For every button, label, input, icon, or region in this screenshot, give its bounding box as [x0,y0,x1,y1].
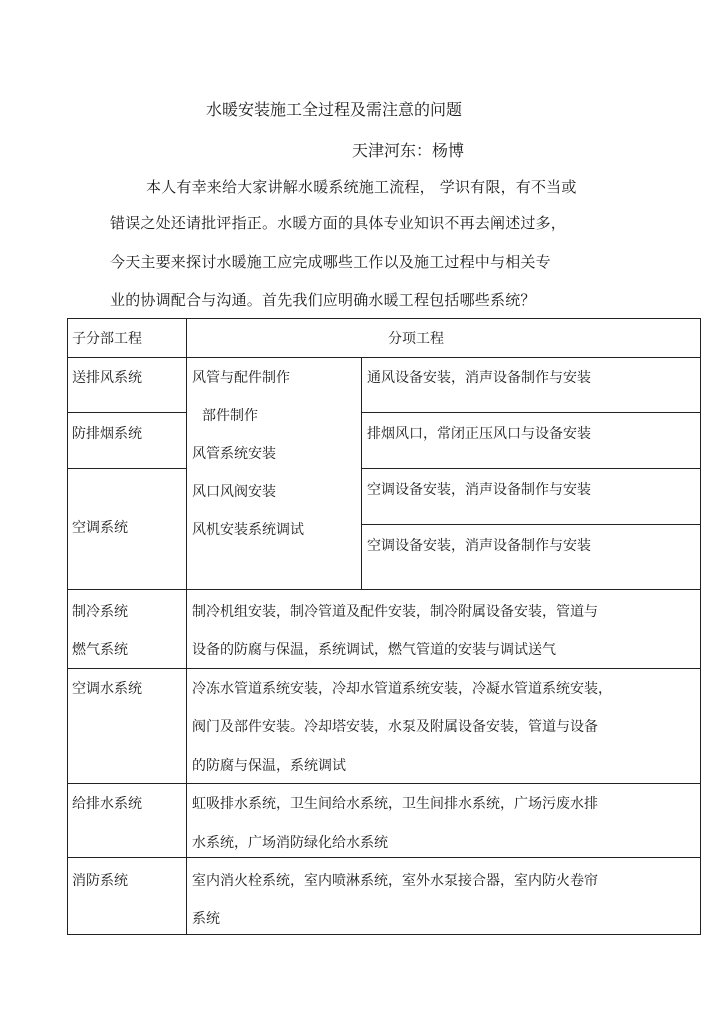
table-rule [67,783,701,784]
system-name: 消防系统 [72,873,128,889]
table-rule [67,857,701,858]
item-line: 虹吸排水系统，卫生间给水系统，卫生间排水系统，广场污废水排 [192,796,598,812]
table-rule [361,412,701,413]
document-title: 水暖安装施工全过程及需注意的问题 [206,100,463,119]
system-name: 防排烟系统 [72,426,142,442]
table-rule [67,468,187,469]
table-rule [67,412,187,413]
intro-line-4: 业的协调配合与沟通。首先我们应明确水暖工程包括哪些系统？ [110,291,536,309]
table-rule [186,318,187,935]
common-item: 风口风阀安装 [192,484,276,500]
item-line: 阀门及部件安装。冷却塔安装，水泵及附属设备安装，管道与设备 [192,719,598,735]
system-name: 给排水系统 [72,796,142,812]
table-rule [67,934,701,935]
author-line: 天津河东：杨博 [352,141,465,160]
intro-line-1: 本人有幸来给大家讲解水暖系统施工流程， 学识有限，有不当或 [146,178,577,196]
table-rule [67,589,701,590]
intro-line-3: 今天主要来探讨水暖施工应完成哪些工作以及施工过程中与相关专 [110,253,551,271]
item-line: 水系统，广场消防绿化给水系统 [192,835,388,851]
item-line: 室内消火栓系统，室内喷淋系统，室外水泵接合器，室内防火卷帘 [192,873,598,889]
system-name: 空调水系统 [72,681,142,697]
table-rule [361,468,701,469]
common-item: 风机安装系统调试 [192,522,304,538]
item-line: 系统 [192,911,220,927]
common-item: 风管系统安装 [192,446,276,462]
table-rule [361,524,701,525]
item-line: 制冷机组安装，制冷管道及配件安装，制冷附属设备安装，管道与 [192,604,598,620]
table-rule [67,357,701,358]
system-name: 空调系统 [72,520,128,536]
specific-item: 空调设备安装，消声设备制作与安装 [367,538,591,554]
system-name: 送排风系统 [72,370,142,386]
specific-item: 空调设备安装，消声设备制作与安装 [367,482,591,498]
table-rule [700,318,701,935]
system-name: 制冷系统 [72,604,128,620]
item-line: 设备的防腐与保温，系统调试，燃气管道的安装与调试送气 [192,642,556,658]
table-rule [67,668,701,669]
table-header-items: 分项工程 [388,331,444,347]
table-rule [67,318,68,935]
intro-line-2: 错误之处还请批评指正。水暖方面的具体专业知识不再去阐述过多， [110,214,567,232]
table-rule [67,318,701,319]
item-line: 的防腐与保温，系统调试 [192,758,346,774]
system-name: 燃气系统 [72,642,128,658]
item-line: 冷冻水管道系统安装，冷却水管道系统安装，冷凝水管道系统安装， [192,681,612,697]
common-item: 部件制作 [202,408,258,424]
table-rule [361,357,362,590]
common-item: 风管与配件制作 [192,370,290,386]
specific-item: 排烟风口，常闭正压风口与设备安装 [367,426,591,442]
specific-item: 通风设备安装，消声设备制作与安装 [367,370,591,386]
table-header-subsection: 子分部工程 [72,331,142,347]
